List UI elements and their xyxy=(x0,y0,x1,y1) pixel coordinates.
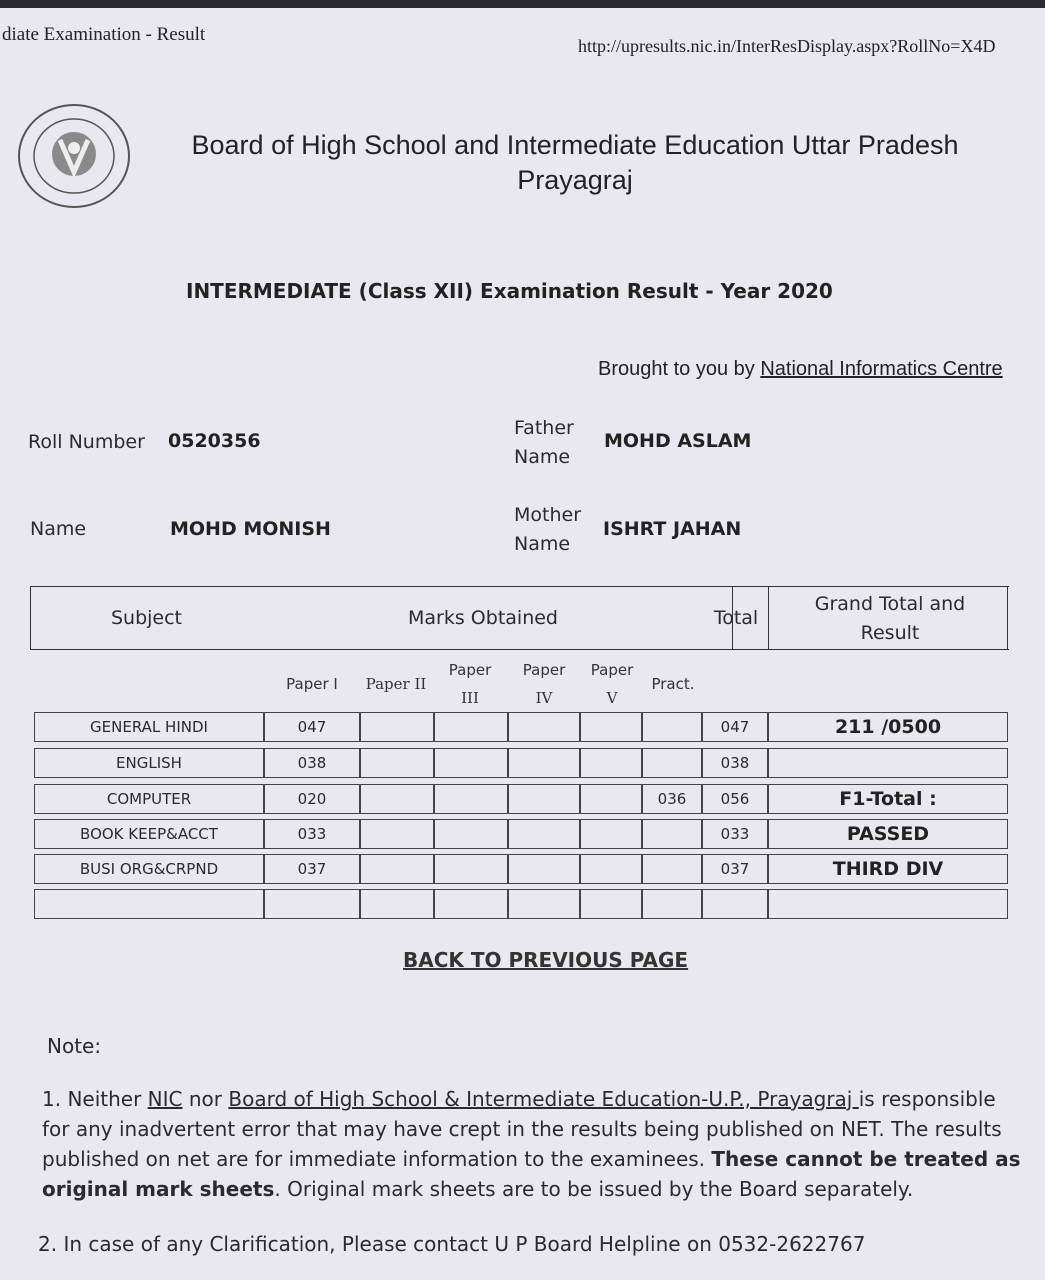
total-header: Total xyxy=(713,607,759,629)
practical-header: Pract. xyxy=(651,675,695,693)
paper-cell xyxy=(360,784,434,814)
paper-cell: 038 xyxy=(264,748,360,778)
result-cell: F1-Total : xyxy=(768,784,1008,814)
paper-cell xyxy=(508,889,580,919)
total-cell: 056 xyxy=(702,784,768,814)
credit-line xyxy=(598,358,1003,381)
paper-5-header-line2: V xyxy=(606,689,618,707)
note-1-text-b: nor xyxy=(182,1087,229,1111)
total-cell: 047 xyxy=(702,712,768,742)
board-title-line2: Prayagraj xyxy=(517,165,633,195)
subject-header: Subject xyxy=(110,607,183,629)
father-name-value: MOHD ASLAM xyxy=(604,430,752,452)
paper-cell xyxy=(360,889,434,919)
paper-cell xyxy=(434,889,508,919)
exam-title: INTERMEDIATE (Class XII) Examination Result - Year 2020 xyxy=(186,279,833,303)
practical-cell xyxy=(642,819,702,849)
result-cell xyxy=(768,748,1008,778)
note-2: 2. In case of any Clarification, Please contact U P Board Helpline on 0532-2622767 xyxy=(38,1232,866,1256)
practical-cell: 036 xyxy=(642,784,702,814)
paper-3-header xyxy=(434,656,506,712)
print-header-title: diate Examination - Result xyxy=(2,24,206,45)
paper-cell xyxy=(580,889,642,919)
paper-cell xyxy=(580,784,642,814)
paper-cell xyxy=(508,854,580,884)
mother-name-value: ISHRT JAHAN xyxy=(603,518,742,540)
note-1-text-a: 1. Neither xyxy=(42,1087,148,1111)
note-1-line4a: original mark sheets xyxy=(42,1177,275,1201)
board-emblem-logo xyxy=(16,102,132,210)
roll-number-label: Roll Number xyxy=(28,431,145,453)
paper-cell xyxy=(434,854,508,884)
note-1 xyxy=(42,1084,1045,1204)
paper-cell xyxy=(434,712,508,742)
paper-cell xyxy=(508,784,580,814)
grand-total-header xyxy=(770,590,1010,648)
result-cell xyxy=(768,889,1008,919)
result-cell: 211 /0500 xyxy=(768,712,1008,742)
paper-cell xyxy=(508,819,580,849)
paper-cell xyxy=(508,748,580,778)
name-value: MOHD MONISH xyxy=(170,518,331,540)
paper-1-header: Paper I xyxy=(286,675,338,693)
note-1-line3a: published on net are for immediate information to the examinees. xyxy=(42,1147,712,1171)
mother-name-label xyxy=(514,501,581,559)
table-row xyxy=(34,784,1008,818)
print-header-url: http://upresults.nic.in/InterResDisplay.aspx?RollNo=X4D xyxy=(578,36,996,56)
practical-cell xyxy=(642,854,702,884)
total-cell: 038 xyxy=(702,748,768,778)
table-row xyxy=(34,748,1008,782)
paper-cell xyxy=(580,854,642,884)
note-board-link[interactable]: Board of High School & Intermediate Education-U.P., Prayagraj xyxy=(228,1087,859,1111)
subject-cell: ENGLISH xyxy=(34,748,264,778)
result-cell: THIRD DIV xyxy=(768,854,1008,884)
note-1-text-c: is responsible xyxy=(858,1087,996,1111)
paper-cell xyxy=(580,712,642,742)
paper-cell: 047 xyxy=(264,712,360,742)
paper-cell xyxy=(434,784,508,814)
practical-cell xyxy=(642,889,702,919)
name-label: Name xyxy=(30,518,87,540)
roll-number-value: 0520356 xyxy=(168,430,261,452)
note-1-line4b: . Original mark sheets are to be issued by the Board separately. xyxy=(274,1177,914,1201)
father-name-label xyxy=(514,414,574,472)
back-to-previous-page-link[interactable]: BACK TO PREVIOUS PAGE xyxy=(403,948,689,972)
paper-3-header-line2: III xyxy=(461,689,479,707)
paper-cell xyxy=(360,854,434,884)
subject-cell xyxy=(34,889,264,919)
table-row xyxy=(34,854,1008,888)
table-row xyxy=(34,889,1008,923)
paper-cell xyxy=(508,712,580,742)
subject-cell: COMPUTER xyxy=(34,784,264,814)
subject-cell: GENERAL HINDI xyxy=(34,712,264,742)
result-cell: PASSED xyxy=(768,819,1008,849)
paper-2-header: Paper II xyxy=(365,675,427,693)
paper-cell xyxy=(264,889,360,919)
paper-cell: 037 xyxy=(264,854,360,884)
father-label-line2: Name xyxy=(514,446,571,468)
note-nic-link[interactable]: NIC xyxy=(147,1087,183,1111)
note-1-line2: for any inadvertent error that may have crept in the results being published on NET. The results xyxy=(42,1117,1002,1141)
practical-cell xyxy=(642,748,702,778)
table-row xyxy=(34,819,1008,853)
paper-cell xyxy=(434,819,508,849)
paper-4-header-line2: IV xyxy=(535,689,553,707)
father-label-line1: Father xyxy=(514,417,574,439)
paper-cell xyxy=(360,712,434,742)
paper-cell: 020 xyxy=(264,784,360,814)
note-1-line3b: These cannot be treated as xyxy=(711,1147,1021,1171)
paper-cell xyxy=(580,819,642,849)
total-cell xyxy=(702,889,768,919)
paper-4-header-line1: Paper xyxy=(522,661,566,679)
top-edge xyxy=(0,0,1045,8)
paper-cell: 033 xyxy=(264,819,360,849)
board-title-line1: Board of High School and Intermediate Education Uttar Pradesh xyxy=(191,130,959,160)
paper-3-header-line1: Paper xyxy=(448,661,492,679)
paper-5-header xyxy=(580,656,644,712)
paper-cell xyxy=(360,748,434,778)
board-title xyxy=(150,128,1000,198)
paper-4-header xyxy=(508,656,580,712)
practical-cell xyxy=(642,712,702,742)
note-heading: Note: xyxy=(47,1034,102,1058)
total-cell: 037 xyxy=(702,854,768,884)
grand-total-header-line2: Result xyxy=(860,622,920,644)
paper-5-header-line1: Paper xyxy=(590,661,634,679)
nic-link[interactable]: National Informatics Centre xyxy=(760,358,1003,380)
total-cell: 033 xyxy=(702,819,768,849)
mother-label-line2: Name xyxy=(514,533,571,555)
subject-cell: BUSI ORG&CRPND xyxy=(34,854,264,884)
paper-cell xyxy=(580,748,642,778)
paper-cell xyxy=(360,819,434,849)
grand-total-header-line1: Grand Total and xyxy=(814,593,966,615)
paper-cell xyxy=(434,748,508,778)
credit-prefix: Brought to you by xyxy=(598,358,761,380)
marks-obtained-header: Marks Obtained xyxy=(408,607,558,629)
subject-cell: BOOK KEEP&ACCT xyxy=(34,819,264,849)
table-row xyxy=(34,712,1008,746)
mother-label-line1: Mother xyxy=(514,504,582,526)
